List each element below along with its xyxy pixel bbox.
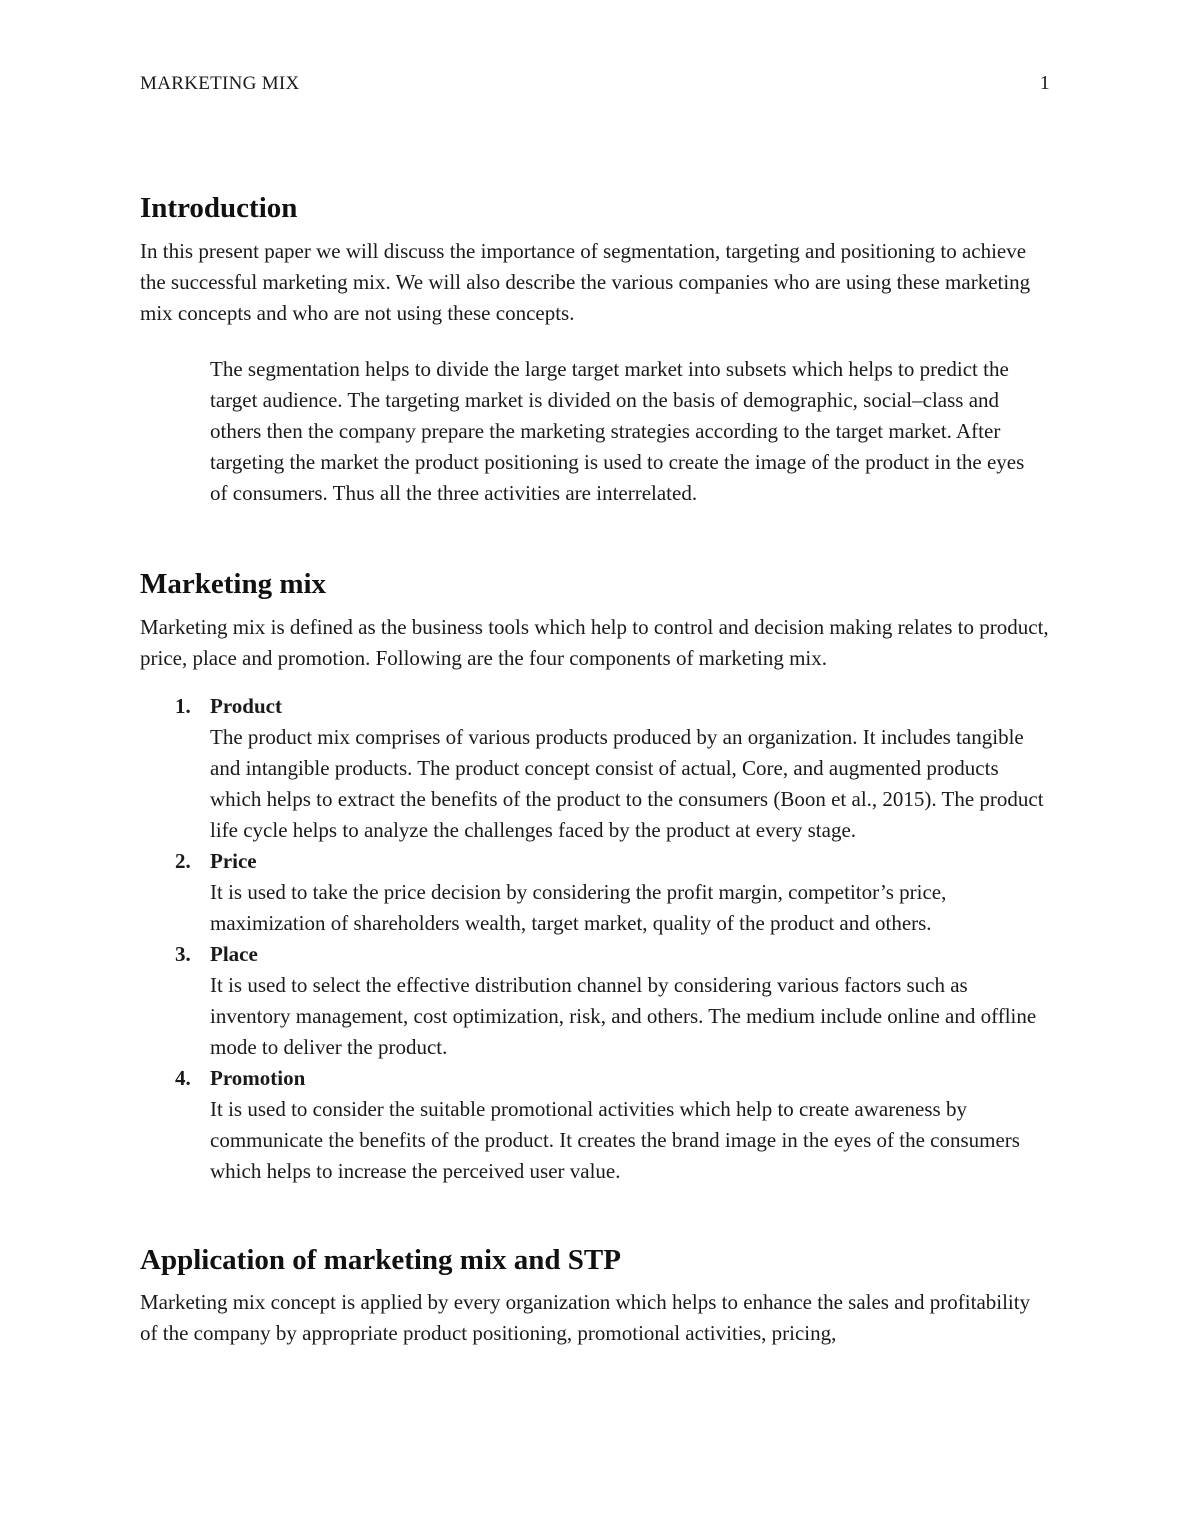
- heading-introduction: Introduction: [140, 192, 298, 224]
- list-item-body: The product mix comprises of various products produced by an organization. It includes tangible and intangible products. The product concept consist of actual, Core, and augmented products which helps to extract the benefits of the product to the consumers (Boon et al., 2015). The product life cycle helps to analyze the challenges faced by the product at every stage.: [210, 724, 1044, 842]
- list-item-body: It is used to select the effective distribution channel by considering various factors such as inventory management, cost optimization, risk, and others. The medium include online and offline mode to deliver the product.: [210, 972, 1037, 1059]
- list-item-body: It is used to take the price decision by considering the profit margin, competitor’s price, maximization of shareholders wealth, target market, quality of the product and others.: [210, 879, 947, 935]
- introduction-paragraph: In this present paper we will discuss the importance of segmentation, targeting and positioning to achieve the successful marketing mix. We will also describe the various companies who are using these marketing mix concepts and who are not using these concepts.: [140, 238, 1031, 325]
- page-number: 1: [1039, 72, 1050, 94]
- list-item-heading: [175, 846, 1050, 877]
- list-item-place: [140, 939, 1050, 1063]
- introduction-block-quote: The segmentation helps to divide the large target market into subsets which helps to predict the target audience. The targeting market is divided on the basis of demographic, social–class and others then the company prepare the marketing strategies according to the target market. After targeting the market the product positioning is used to create the image of the product in the eyes of consumers. Thus all the three activities are interrelated.: [210, 356, 1025, 505]
- application-paragraph: Marketing mix concept is applied by every organization which helps to enhance the sales and profitability of the company by appropriate product positioning, promotional activities, pricing,: [140, 1290, 1031, 1346]
- list-item-number: 1.: [175, 693, 191, 718]
- list-item-label: Promotion: [210, 1065, 306, 1090]
- list-item-label: Product: [210, 693, 282, 718]
- list-item-promotion: [140, 1063, 1050, 1187]
- heading-application: Application of marketing mix and STP: [140, 1243, 621, 1276]
- marketing-mix-paragraph: Marketing mix is defined as the business tools which help to control and decision making relates to product, price, place and promotion. Following are the four components of marketing mix.: [140, 614, 1049, 670]
- list-item-number: 4.: [175, 1065, 191, 1090]
- list-item-price: [140, 846, 1050, 939]
- list-item-body: It is used to consider the suitable promotional activities which help to create awareness by communicate the benefits of the product. It creates the brand image in the eyes of the consumers which helps to increase the perceived user value.: [210, 1096, 1020, 1183]
- list-item-heading: [175, 691, 1050, 722]
- marketing-mix-list: [140, 691, 1050, 1187]
- list-item-number: 3.: [175, 941, 191, 966]
- list-item-heading: [175, 939, 1050, 970]
- list-item-label: Place: [210, 941, 258, 966]
- list-item-label: Price: [210, 848, 257, 873]
- running-header-title: MARKETING MIX: [140, 73, 300, 94]
- list-item-number: 2.: [175, 848, 191, 873]
- list-item-heading: [175, 1063, 1050, 1094]
- heading-marketing-mix: Marketing mix: [140, 567, 327, 600]
- list-item-product: [140, 691, 1050, 846]
- running-header: [140, 72, 1050, 95]
